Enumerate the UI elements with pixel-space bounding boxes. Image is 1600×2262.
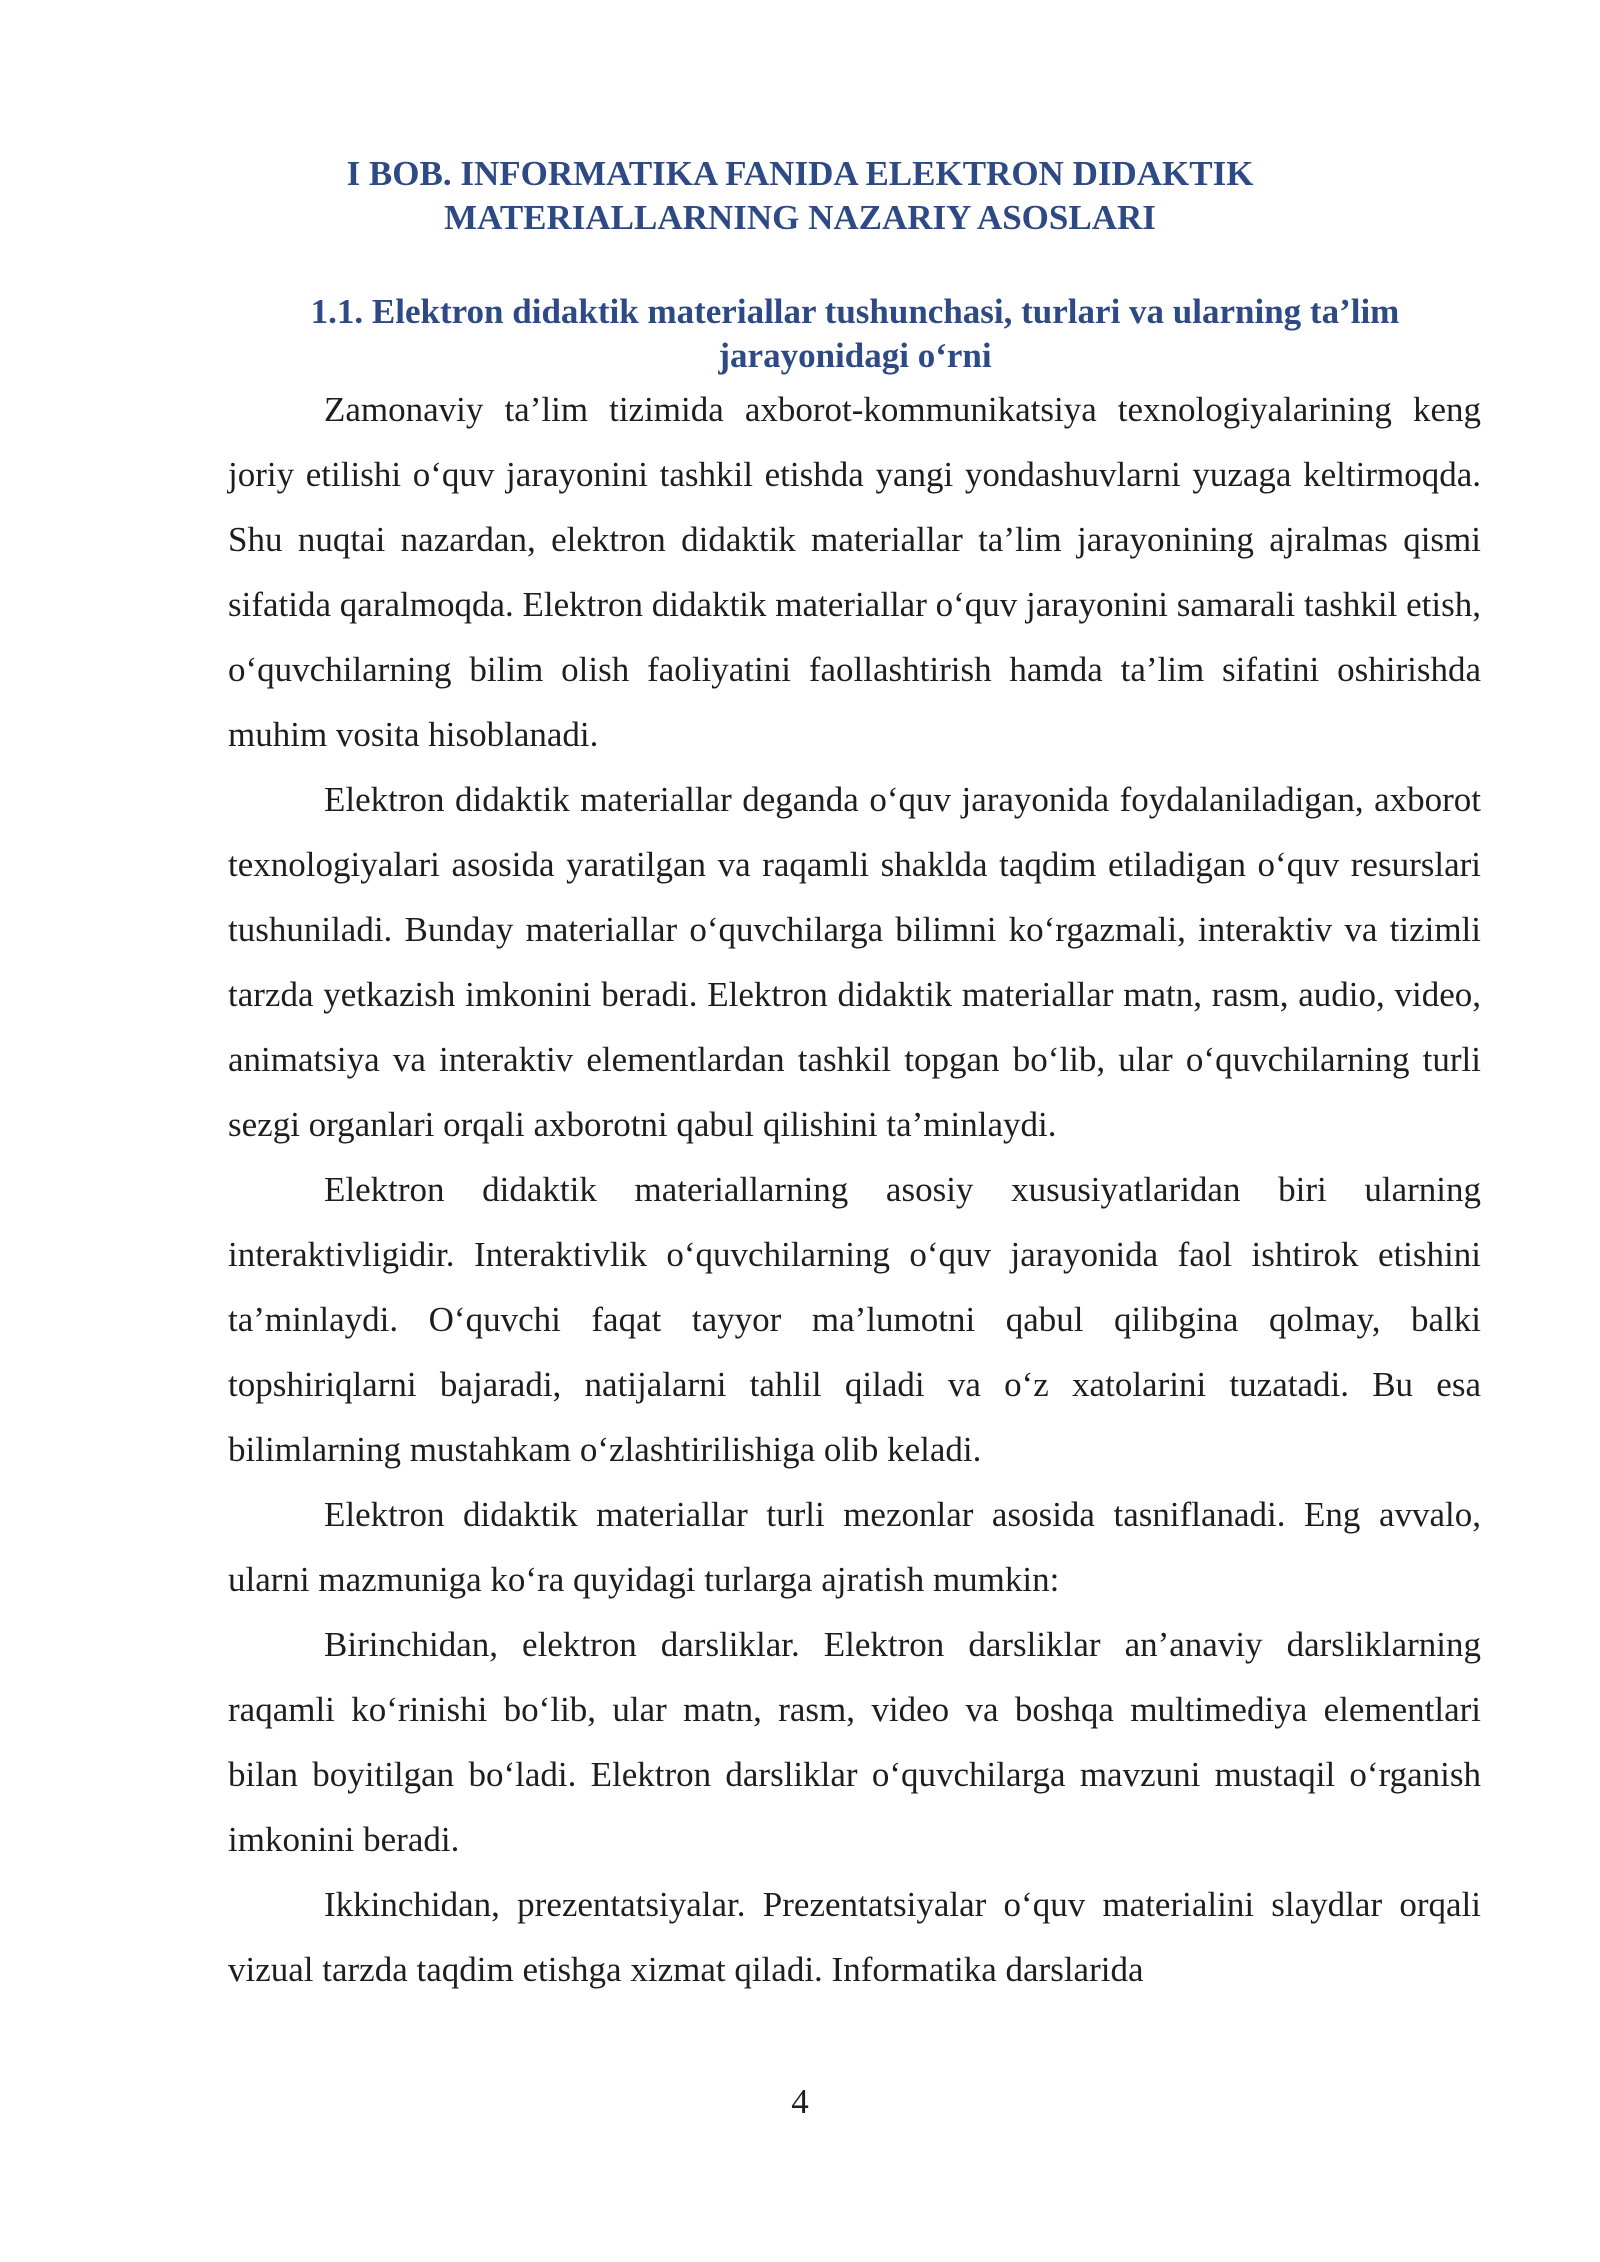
paragraph-intro: Zamonaviy ta’lim tizimida axborot-kommunikatsiya texnologiyalarining keng joriy etilishi o‘quv jarayonini tashkil etishda yangi yondashuvlarni yuzaga keltirmoqda. Shu nuqtai nazardan, elektron didaktik materiallar ta’lim jarayonining ajralmas qismi sifatida qaralmoqda. Elektron didaktik materiallar o‘quv jarayonini samarali tashkil etish, o‘quvchilarning bilim olish faoliyatini faollashtirish hamda ta’lim sifatini oshirishda muhim vosita hisoblanadi. <box>228 390 1481 754</box>
paragraph-interactivity: Elektron didaktik materiallarning asosiy xususiyatlaridan biri ularning interaktivligidir. Interaktivlik o‘quvchilarning o‘quv jarayonida faol ishtirok etishini ta’minlaydi. O‘quvchi faqat tayyor ma’lumotni qabul qilibgina qolmay, balki topshiriqlarni bajaradi, natijalarni tahlil qiladi va o‘z xatolarini tuzatadi. Bu esa bilimlarning mustahkam o‘zlashtirilishiga olib keladi. <box>228 1170 1481 1469</box>
paragraph-classification: Elektron didaktik materiallar turli mezonlar asosida tasniflanadi. Eng avvalo, ularni mazmuniga ko‘ra quyidagi turlarga ajratish mumkin: <box>228 1495 1481 1599</box>
page-number: 4 <box>791 2082 809 2121</box>
section-title <box>230 290 1480 378</box>
chapter-title <box>200 152 1400 240</box>
paragraph-definition: Elektron didaktik materiallar deganda o‘quv jarayonida foydalaniladigan, axborot texnologiyalari asosida yaratilgan va raqamli shaklda taqdim etiladigan o‘quv resurslari tushuniladi. Bunday materiallar o‘quvchilarga bilimni ko‘rgazmali, interaktiv va tizimli tarzda yetkazish imkonini beradi. Elektron didaktik materiallar matn, rasm, audio, video, animatsiya va interaktiv elementlardan tashkil topgan bo‘lib, ular o‘quvchilarning turli sezgi organlari orqali axborotni qabul qilishini ta’minlaydi. <box>228 780 1481 1144</box>
section-title-line-1: 1.1. Elektron didaktik materiallar tushunchasi, turlari va ularning ta’lim <box>310 292 1400 331</box>
section-title-line-2: jarayonidagi o‘rni <box>718 336 992 375</box>
paragraph-presentations: Ikkinchidan, prezentatsiyalar. Prezentatsiyalar o‘quv materialini slaydlar orqali vizual tarzda taqdim etishga xizmat qiladi. Informatika darslarida <box>228 1885 1481 1989</box>
chapter-title-line-1: I BOB. INFORMATIKA FANIDA ELEKTRON DIDAKTIK <box>346 154 1254 193</box>
paragraph-electronic-textbooks: Birinchidan, elektron darsliklar. Elektron darsliklar an’anaviy darsliklarning raqamli ko‘rinishi bo‘lib, ular matn, rasm, video va boshqa multimediya elementlari bilan boyitilgan bo‘ladi. Elektron darsliklar o‘quvchilarga mavzuni mustaqil o‘rganish imkonini beradi. <box>228 1625 1481 1859</box>
body-text <box>228 377 1481 2002</box>
chapter-title-line-2: MATERIALLARNING NAZARIY ASOSLARI <box>444 198 1156 237</box>
